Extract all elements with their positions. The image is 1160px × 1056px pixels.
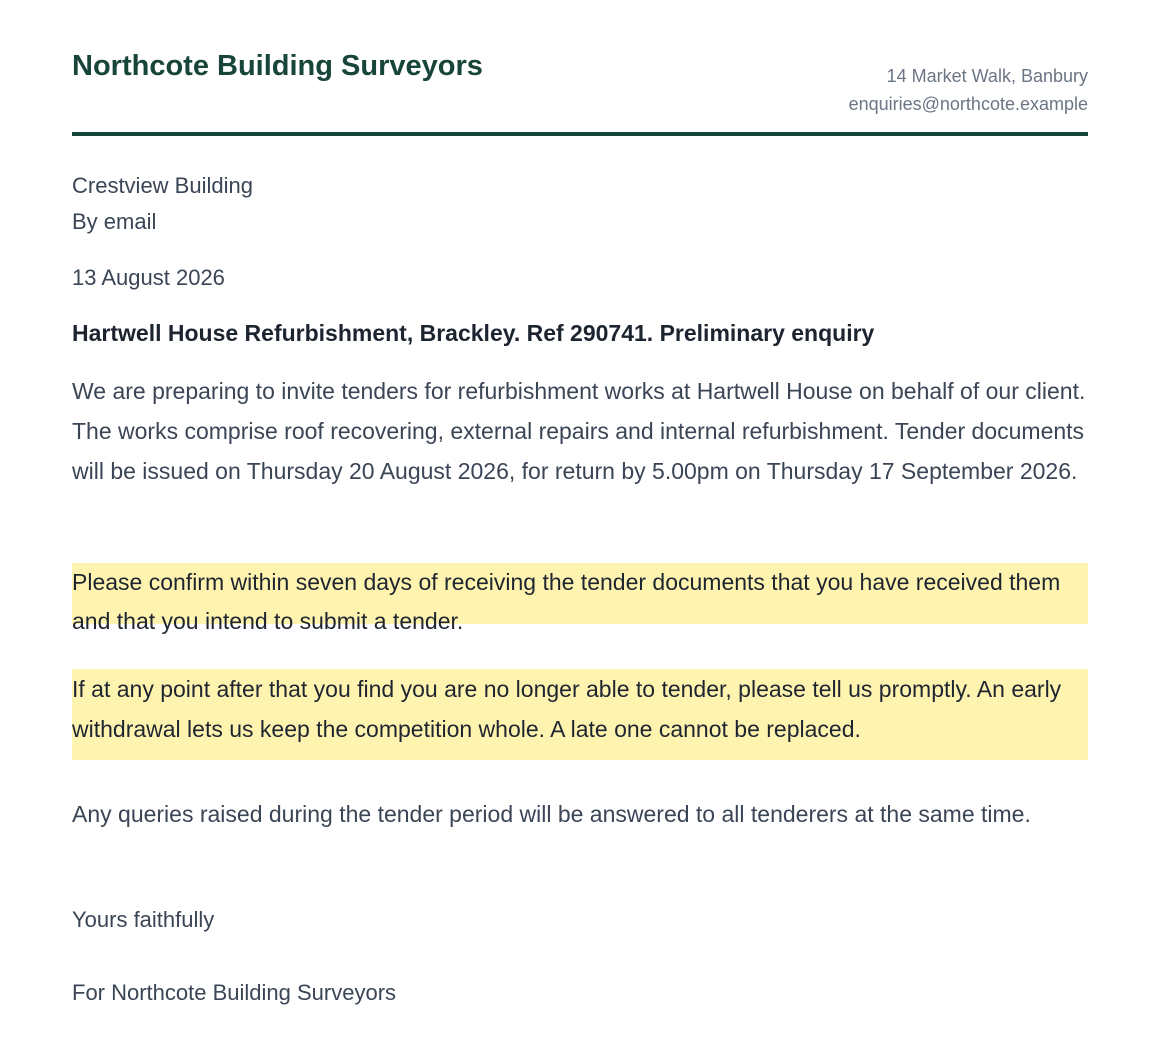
highlighted-paragraph: If at any point after that you find you are no longer able to tender, please tell us promptly. An early withdrawal lets us keep the competition whole. A late one cannot be replaced. bbox=[72, 669, 1088, 760]
recipient-block bbox=[72, 168, 253, 240]
closing-salutation: Yours faithfully bbox=[72, 907, 215, 932]
highlighted-paragraph: Please confirm within seven days of receiving the tender documents that you have received them and that you intend to submit a tender. bbox=[72, 563, 1088, 624]
recipient-delivery: By email bbox=[72, 209, 157, 234]
firm-contact bbox=[849, 62, 1088, 118]
letter-date: 13 August 2026 bbox=[72, 265, 225, 290]
firm-address: 14 Market Walk, Banbury bbox=[886, 66, 1088, 86]
firm-email: enquiries@northcote.example bbox=[848, 94, 1088, 114]
signoff: For Northcote Building Surveyors bbox=[72, 980, 397, 1005]
letterhead bbox=[72, 0, 1088, 136]
firm-name: Northcote Building Surveyors bbox=[72, 50, 483, 82]
body-paragraph: We are preparing to invite tenders for refurbishment works at Hartwell House on behalf of our client. The works comprise roof recovering, external repairs and internal refurbishment. Tender documents will be issued on Thursday 20 August 2026, for return by 5.00pm on Thursday 17 September 2026. bbox=[72, 378, 1086, 484]
letter-subject: Hartwell House Refurbishment, Brackley. Ref 290741. Preliminary enquiry bbox=[72, 320, 875, 346]
letter-page bbox=[72, 0, 1088, 1005]
recipient-name: Crestview Building bbox=[72, 173, 253, 198]
body-paragraph: Any queries raised during the tender period will be answered to all tenderers at the same time. bbox=[72, 801, 1031, 827]
